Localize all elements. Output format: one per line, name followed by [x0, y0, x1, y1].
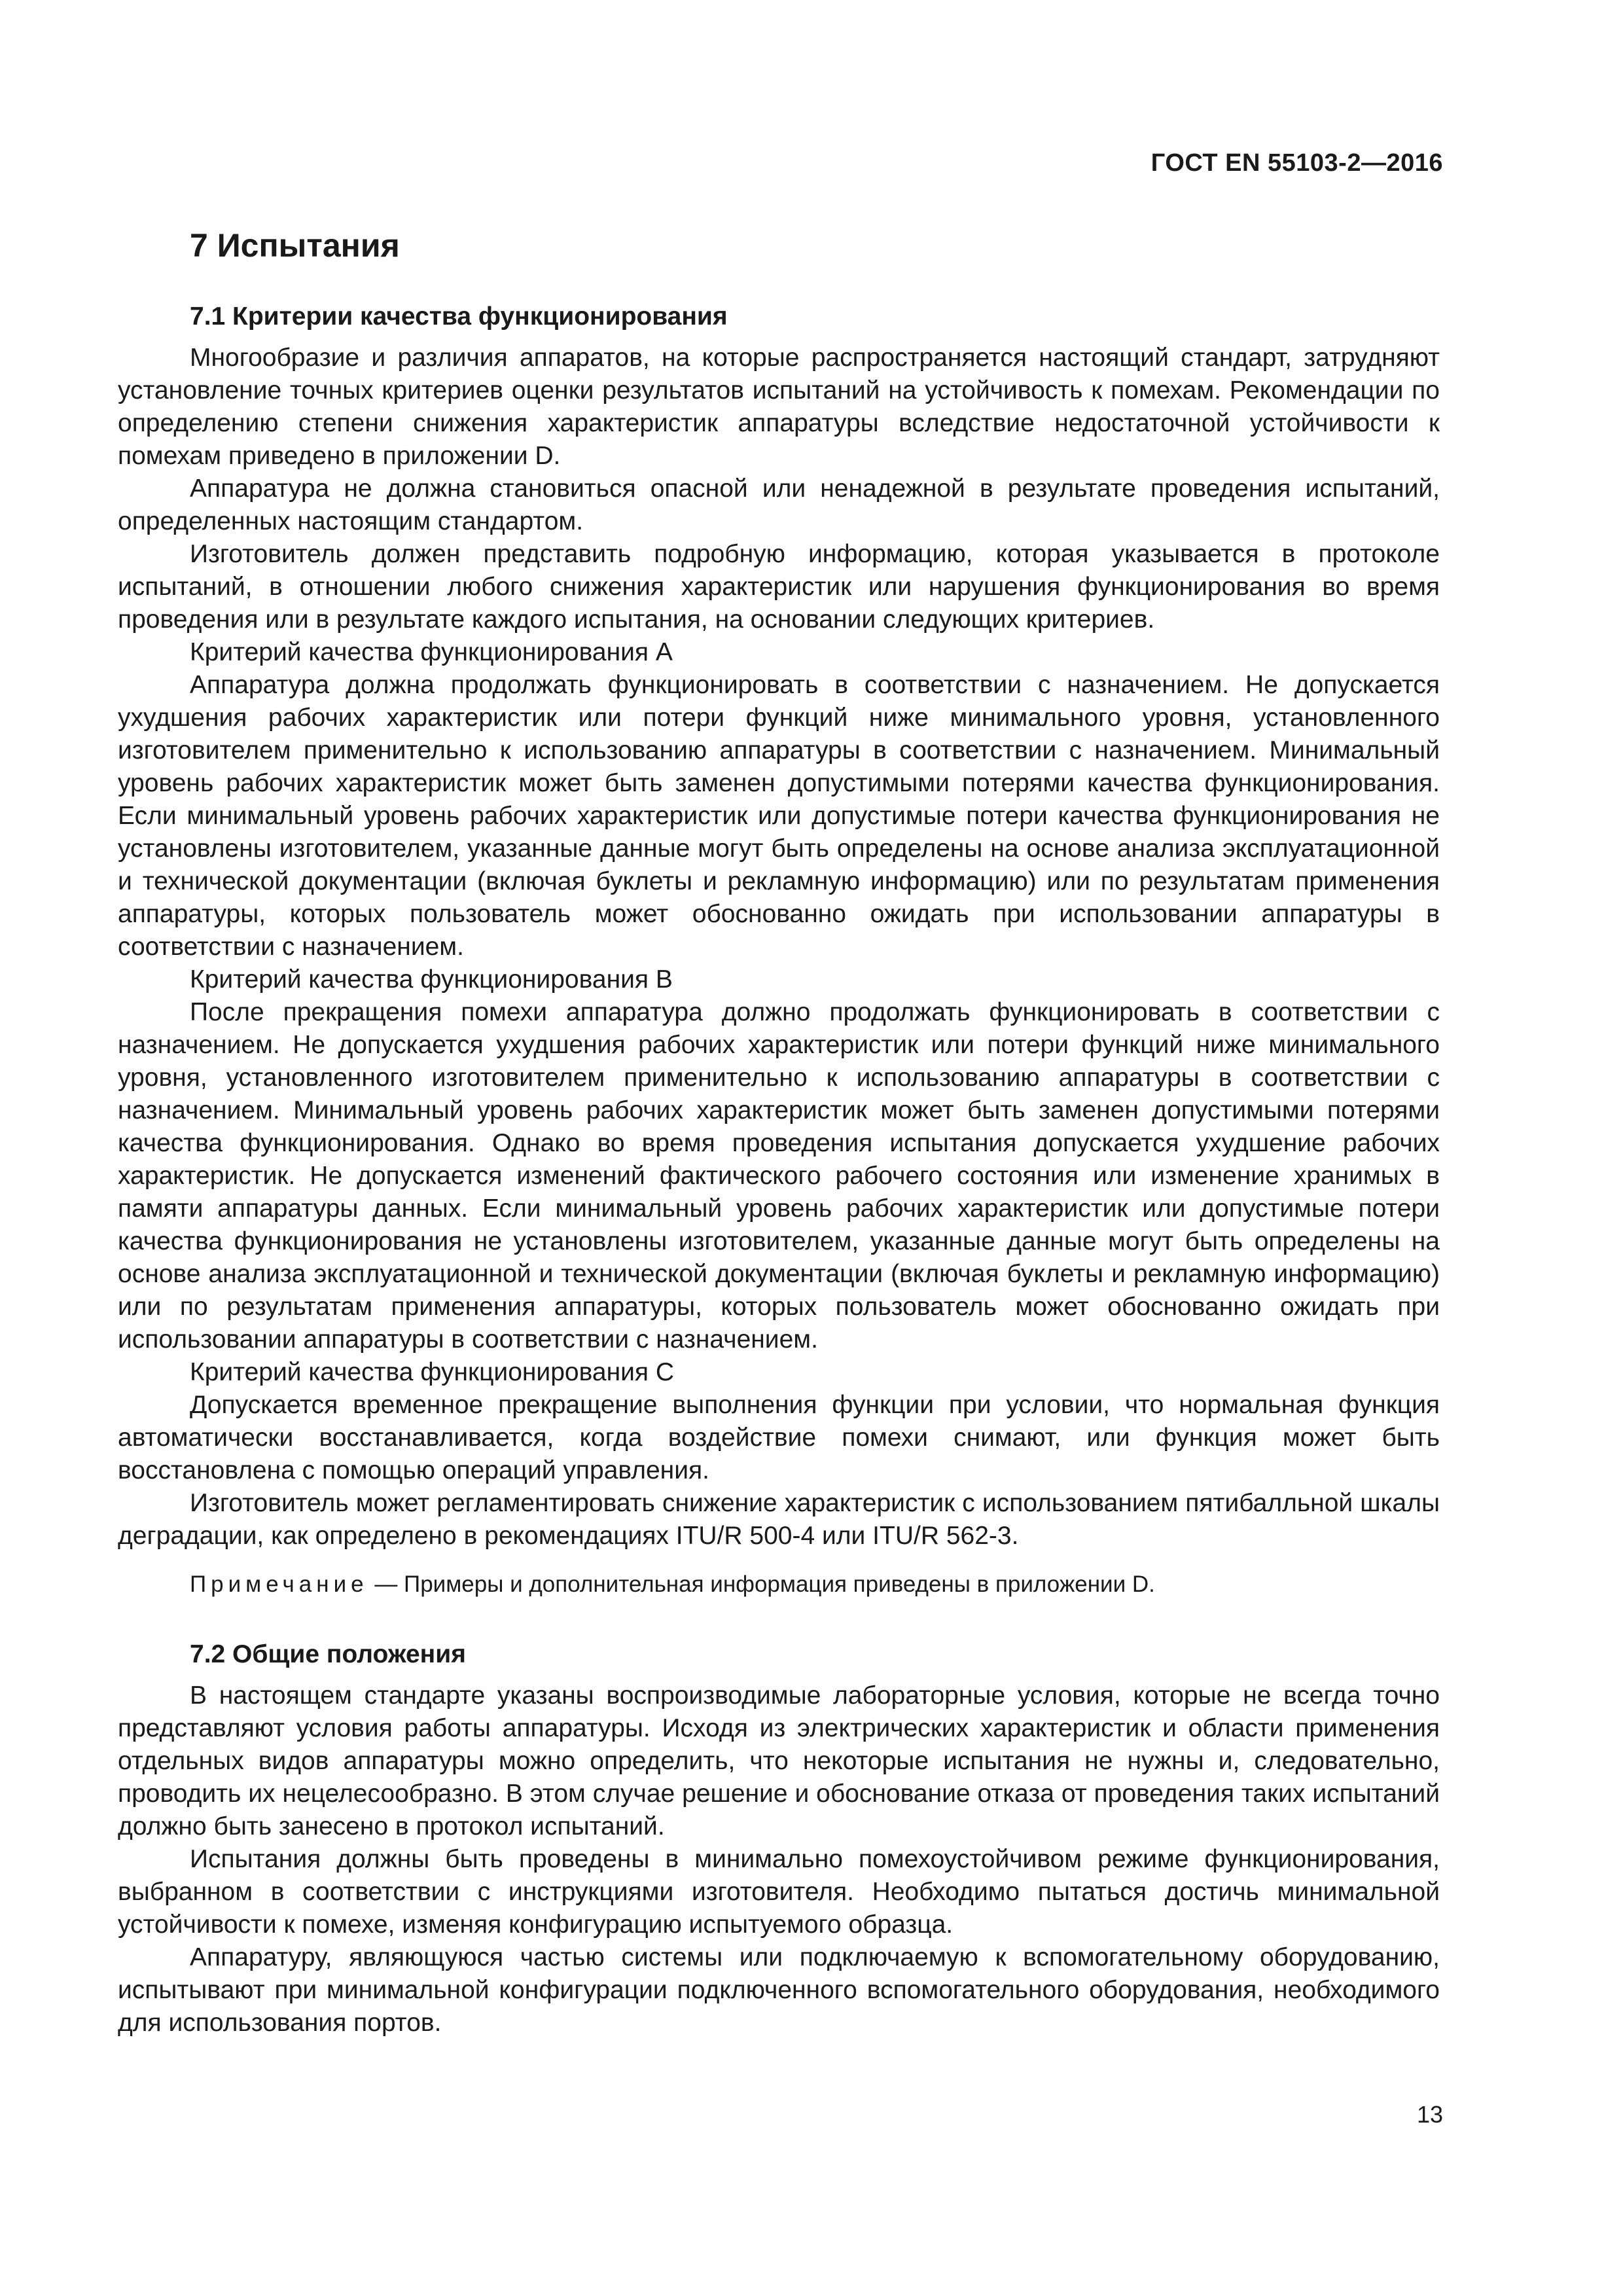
- note: [190, 1570, 1440, 1600]
- paragraph: Испытания должны быть проведены в минимально помехоустойчивом режиме функционирования, выбранном в соответствии с инструкциями изготовителя. Необходимо пытаться достичь минимальной устойчивости к помехе, изменяя конфигурацию испытуемого образца.: [118, 1845, 1440, 1939]
- paragraph: Аппаратура не должна становиться опасной или ненадежной в результате проведения испытаний, определенных настоящим стандартом.: [118, 475, 1440, 535]
- page-number: 13: [1416, 2101, 1443, 2128]
- paragraph: Аппаратуру, являющуюся частью системы или подключаемую к вспомогательному оборудованию, испытывают при минимальной конфигурации подключенного вспомогательного оборудования, необходимого для использования портов.: [118, 1943, 1440, 2037]
- paragraph: Допускается временное прекращение выполнения функции при условии, что нормальная функция автоматически восстанавливается, когда воздействие помехи снимают, или функция может быть восстановлена с помощью операций управления.: [118, 1391, 1440, 1484]
- subsection-title-7-1: 7.1 Критерии качества функционирования: [190, 302, 728, 331]
- page-content: [118, 216, 1440, 2039]
- section-title: 7 Испытания: [190, 227, 400, 264]
- criterion-b-heading: Критерий качества функционирования В: [190, 965, 673, 994]
- note-text: — Примеры и дополнительная информация приведены в приложении D.: [368, 1571, 1155, 1597]
- note-label: Примечание: [190, 1571, 368, 1597]
- paragraph: В настоящем стандарте указаны воспроизводимые лабораторные условия, которые не всегда точно представляют условия работы аппаратуры. Исходя из электрических характеристик и области применения отдельных видов аппаратуры можно определить, что некоторые испытания не нужны и, следовательно, проводить их нецелесообразно. В этом случае решение и обоснование отказа от проведения таких испытаний должно быть занесено в протокол испытаний.: [118, 1681, 1440, 1840]
- paragraph: Аппаратура должна продолжать функционировать в соответствии с назначением. Не допускается ухудшения рабочих характеристик или потери функций ниже минимального уровня, установленного изготовителем применительно к использованию аппаратуры в соответствии с назначением. Минимальный уровень рабочих характеристик может быть заменен допустимыми потерями качества функционирования. Если минимальный уровень рабочих характеристик или допустимые потери качества функционирования не установлены изготовителем, указанные данные могут быть определены на основе анализа эксплуатационной и технической документации (включая буклеты и рекламную информацию) или по результатам применения аппаратуры, которых пользователь может обоснованно ожидать при использовании аппаратуры в соответствии с назначением.: [118, 671, 1440, 961]
- subsection-title-7-2: 7.2 Общие положения: [190, 1640, 466, 1668]
- document-id-header: ГОСТ EN 55103-2—2016: [1150, 149, 1443, 177]
- paragraph: Изготовитель может регламентировать снижение характеристик с использованием пятибалльной шкалы деградации, как определено в рекомендациях ITU/R 500-4 или ITU/R 562-3.: [118, 1489, 1440, 1550]
- criterion-a-heading: Критерий качества функционирования А: [190, 638, 673, 666]
- paragraph: После прекращения помехи аппаратура должно продолжать функционировать в соответствии с назначением. Не допускается ухудшения рабочих характеристик или потери функций ниже минимального уровня, установленного изготовителем применительно к использованию аппаратуры в соответствии с назначением. Минимальный уровень рабочих характеристик может быть заменен допустимыми потерями качества функционирования. Однако во время проведения испытания допускается ухудшение рабочих характеристик. Не допускается изменений фактического рабочего состояния или изменение хранимых в памяти аппаратуры данных. Если минимальный уровень рабочих характеристик или допустимые потери качества функционирования не установлены изготовителем, указанные данные могут быть определены на основе анализа эксплуатационной и технической документации (включая буклеты и рекламную информацию) или по результатам применения аппаратуры, которых пользователь может обоснованно ожидать при использовании аппаратуры в соответствии с назначением.: [118, 998, 1440, 1354]
- criterion-c-heading: Критерий качества функционирования С: [190, 1358, 675, 1386]
- paragraph: Многообразие и различия аппаратов, на которые распространяется настоящий стандарт, затрудняют установление точных критериев оценки результатов испытаний на устойчивость к помехам. Рекомендации по определению степени снижения характеристик аппаратуры вследствие недостаточной устойчивости к помехам приведено в приложении D.: [118, 344, 1440, 470]
- paragraph: Изготовитель должен представить подробную информацию, которая указывается в протоколе испытаний, в отношении любого снижения характеристик или нарушения функционирования во время проведения или в результате каждого испытания, на основании следующих критериев.: [118, 540, 1440, 634]
